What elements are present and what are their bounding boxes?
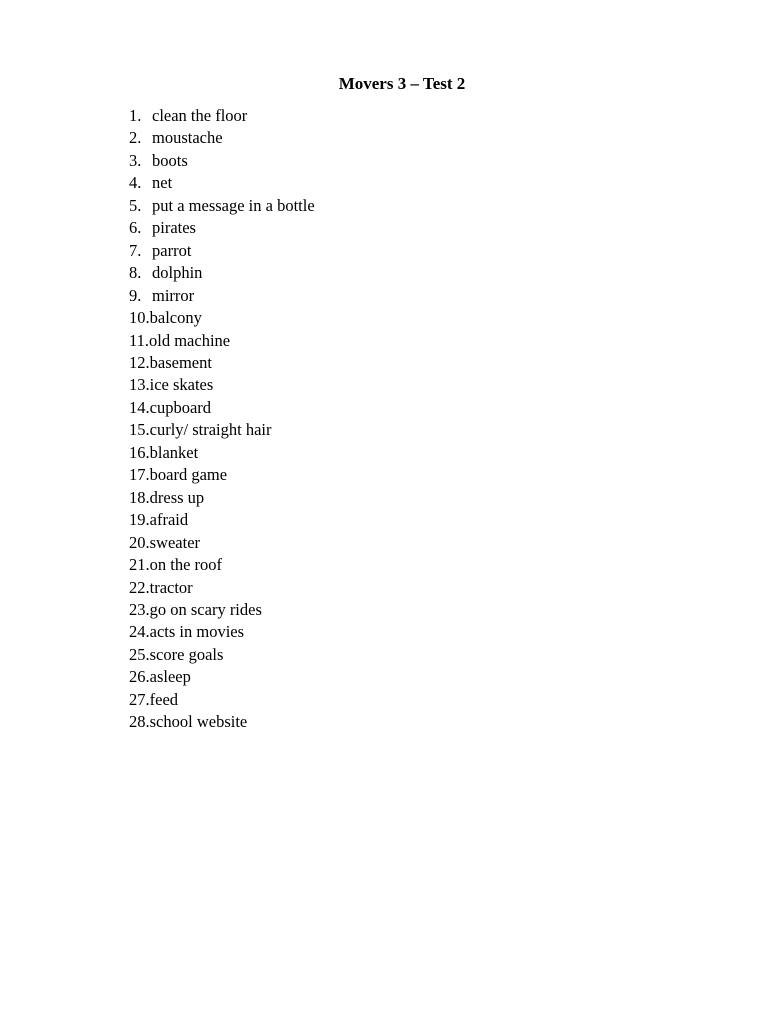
- list-item-text: parrot: [152, 240, 192, 260]
- list-item: [129, 397, 315, 419]
- list-item: [129, 621, 315, 643]
- list-item-text: old machine: [149, 330, 231, 350]
- page-title: Movers 3 – Test 2: [338, 74, 466, 93]
- list-item: [129, 307, 315, 329]
- list-item-number: 9.: [129, 285, 142, 305]
- list-item-number: 12.: [129, 352, 150, 372]
- list-item: [129, 195, 315, 217]
- list-item-text: go on scary rides: [149, 599, 262, 619]
- list-item: [129, 599, 315, 621]
- list-item-number: 13.: [129, 375, 150, 395]
- list-item-text: dress up: [149, 487, 205, 507]
- list-item: [129, 217, 315, 239]
- list-item-text: feed: [149, 689, 179, 709]
- list-item-text: balcony: [149, 308, 202, 328]
- list-item: [129, 487, 315, 509]
- list-item-text: blanket: [149, 442, 199, 462]
- list-item-number: 17.: [129, 465, 150, 485]
- list-item-text: cupboard: [149, 397, 212, 417]
- list-item-text: board game: [149, 465, 228, 485]
- list-item-number: 4.: [129, 173, 142, 193]
- list-item: [129, 330, 315, 352]
- list-item-number: 14.: [129, 397, 150, 417]
- list-item-number: 19.: [129, 510, 150, 530]
- list-item-number: 24.: [129, 622, 150, 642]
- list-item: [129, 285, 315, 307]
- list-item: [129, 172, 315, 194]
- list-item-text: put a message in a bottle: [152, 195, 315, 215]
- list-item: [129, 240, 315, 262]
- list-item-text: boots: [152, 150, 188, 170]
- vocabulary-list: [129, 105, 315, 734]
- list-item: [129, 419, 315, 441]
- list-item: [129, 509, 315, 531]
- list-item-number: 23.: [129, 599, 150, 619]
- list-item: [129, 150, 315, 172]
- list-item-text: clean the floor: [152, 106, 248, 125]
- list-item-number: 10.: [129, 308, 150, 328]
- list-item-text: school website: [149, 712, 248, 732]
- list-item-number: 2.: [129, 128, 142, 148]
- list-item-number: 15.: [129, 420, 150, 440]
- list-item-text: basement: [149, 352, 212, 372]
- list-item-text: mirror: [152, 285, 195, 305]
- list-item-number: 5.: [129, 195, 142, 215]
- list-item-text: afraid: [149, 510, 189, 530]
- list-item-number: 6.: [129, 218, 142, 238]
- list-item: [129, 577, 315, 599]
- list-item-number: 22.: [129, 577, 150, 597]
- list-item-text: score goals: [149, 644, 224, 664]
- list-item: [129, 442, 315, 464]
- list-item: [129, 105, 315, 127]
- list-item-number: 1.: [129, 106, 142, 125]
- list-item: [129, 352, 315, 374]
- list-item-text: on the roof: [149, 555, 223, 575]
- list-item: [129, 644, 315, 666]
- list-item-number: 28.: [129, 712, 150, 732]
- list-item: [129, 689, 315, 711]
- list-item-number: 7.: [129, 240, 142, 260]
- list-item-number: 8.: [129, 263, 142, 283]
- list-item-text: asleep: [149, 667, 191, 687]
- list-item-text: net: [152, 173, 173, 193]
- list-item: [129, 711, 315, 733]
- list-item-text: dolphin: [152, 263, 203, 283]
- list-item-number: 20.: [129, 532, 150, 552]
- list-item-number: 25.: [129, 644, 150, 664]
- list-item: [129, 532, 315, 554]
- list-item: [129, 464, 315, 486]
- list-item: [129, 127, 315, 149]
- list-item: [129, 666, 315, 688]
- list-item-text: tractor: [149, 577, 193, 597]
- list-item-text: pirates: [152, 218, 196, 238]
- list-item-number: 11.: [129, 330, 150, 350]
- list-item-text: sweater: [149, 532, 201, 552]
- list-item-text: moustache: [152, 128, 223, 148]
- list-item-text: curly/ straight hair: [149, 420, 272, 440]
- list-item-number: 27.: [129, 689, 150, 709]
- list-item: [129, 374, 315, 396]
- list-item-number: 21.: [129, 555, 150, 575]
- list-item-text: acts in movies: [149, 622, 245, 642]
- list-item: [129, 554, 315, 576]
- list-item-text: ice skates: [149, 375, 214, 395]
- list-item-number: 16.: [129, 442, 150, 462]
- list-item-number: 26.: [129, 667, 150, 687]
- list-item-number: 18.: [129, 487, 150, 507]
- list-item-number: 3.: [129, 150, 142, 170]
- list-item: [129, 262, 315, 284]
